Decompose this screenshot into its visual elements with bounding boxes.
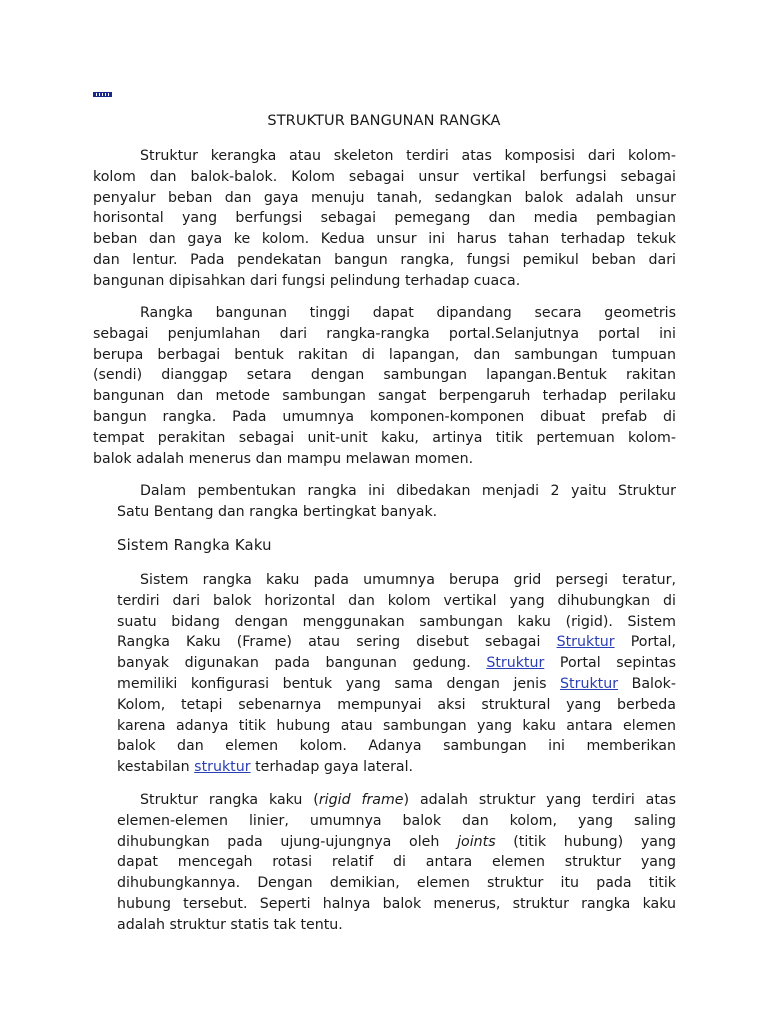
paragraph-1 <box>93 146 676 292</box>
text-line: Dalam pembentukan rangka ini dibedakan menjadi 2 yaitu Struktur <box>140 483 676 499</box>
text-line: balok adalah menerus dan mampu melawan momen. <box>93 450 474 467</box>
text-line: tempat perakitan sebagai unit-unit kaku, artinya titik pertemuan kolom- <box>93 429 676 446</box>
text-line: penyalur beban dan gaya menuju tanah, sedangkan balok adalah unsur <box>93 189 676 206</box>
document-title: STRUKTUR BANGUNAN RANGKA <box>267 113 501 129</box>
paragraph-3 <box>117 481 676 523</box>
text-line: adalah struktur statis tak tentu. <box>117 916 343 933</box>
paragraph-2 <box>93 303 676 469</box>
text-line: dihubungkannya. Dengan demikian, elemen struktur itu pada titik <box>117 875 676 892</box>
text-line: bangunan dan metode sambungan sangat berpengaruh terhadap perilaku <box>93 388 676 405</box>
text-line: beban dan gaya ke kolom. Kedua unsur ini harus tahan terhadap tekuk <box>93 231 676 248</box>
struktur-link[interactable]: Struktur <box>560 675 619 692</box>
text-line: Kolom, tetapi sebenarnya mempunyai aksi struktural yang berbeda <box>117 696 676 713</box>
text-line: Struktur kerangka atau skeleton terdiri atas komposisi dari kolom- <box>140 148 676 164</box>
struktur-link[interactable]: Struktur <box>486 655 545 672</box>
text-line: bangun rangka. Pada umumnya komponen-komponen dibuat prefab di <box>93 408 676 425</box>
text-line: memiliki konfigurasi bentuk yang sama dengan jenis Struktur Balok- <box>117 675 676 692</box>
text-line: Satu Bentang dan rangka bertingkat banyak. <box>117 503 438 520</box>
text-line: dan lentur. Pada pendekatan bangun rangka, fungsi pemikul beban dari <box>93 251 676 268</box>
text-line: dapat mencegah rotasi relatif di antara elemen struktur yang <box>117 854 676 871</box>
text-line: bangunan dipisahkan dari fungsi pelindung terhadap cuaca. <box>93 272 521 289</box>
text-line: kestabilan struktur terhadap gaya lateral. <box>117 759 414 776</box>
text-line: berupa berbagai bentuk rakitan di lapangan, dan sambungan tumpuan <box>93 346 676 363</box>
text-line: suatu bidang dengan menggunakan sambungan kaku (rigid). Sistem <box>117 613 676 630</box>
text-line: kolom dan balok-balok. Kolom sebagai unsur vertikal berfungsi sebagai <box>93 168 676 185</box>
struktur-link[interactable]: struktur <box>194 759 251 776</box>
text-line: sebagai penjumlahan dari rangka-rangka portal.Selanjutnya portal ini <box>93 325 676 342</box>
text-line: Rangka bangunan tinggi dapat dipandang secara geometris <box>140 305 676 321</box>
section-heading: Sistem Rangka Kaku <box>117 537 272 554</box>
text-line: Sistem rangka kaku pada umumnya berupa grid persegi teratur, <box>140 572 676 588</box>
text-line: terdiri dari balok horizontal dan kolom vertikal yang dihubungkan di <box>117 592 676 609</box>
text-line: Rangka Kaku (Frame) atau sering disebut sebagai Struktur Portal, <box>117 634 677 651</box>
page-marker-icon <box>93 92 112 97</box>
paragraph-4 <box>117 570 676 778</box>
struktur-link[interactable]: Struktur <box>556 634 615 651</box>
text-line: dihubungkan pada ujung-ujungnya oleh joints (titik hubung) yang <box>117 833 676 850</box>
text-line: elemen-elemen linier, umumnya balok dan kolom, yang saling <box>117 812 676 829</box>
text-line: balok dan elemen kolom. Adanya sambungan ini memberikan <box>117 738 676 755</box>
paragraph-5 <box>117 790 676 936</box>
text-line: banyak digunakan pada bangunan gedung. Struktur Portal sepintas <box>117 655 676 672</box>
text-line: (sendi) dianggap setara dengan sambungan lapangan.Bentuk rakitan <box>93 367 676 384</box>
text-line: Struktur rangka kaku (rigid frame) adalah struktur yang terdiri atas <box>140 792 676 808</box>
text-line: karena adanya titik hubung atau sambungan yang kaku antara elemen <box>117 717 676 734</box>
text-line: horisontal yang berfungsi sebagai pemegang dan media pembagian <box>93 210 676 227</box>
text-line: hubung tersebut. Seperti halnya balok menerus, struktur rangka kaku <box>117 895 676 912</box>
